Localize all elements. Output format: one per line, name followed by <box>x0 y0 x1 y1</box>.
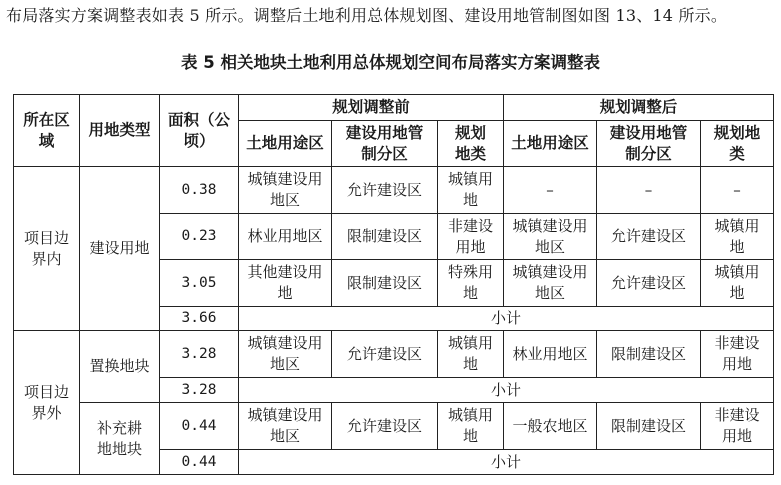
after-control-cell: 允许建设区 <box>597 260 701 307</box>
header-before-construction-control: 建设用地管制分区 <box>332 121 438 167</box>
land-type-cell: 置换地块 <box>80 331 160 403</box>
before-control-cell: 限制建设区 <box>332 260 438 307</box>
area-cell: 0.38 <box>160 167 239 214</box>
after-category-cell: 城镇用地 <box>701 260 774 307</box>
after-category-cell: – <box>701 167 774 214</box>
table-row <box>14 167 774 214</box>
header-before-group: 规划调整前 <box>239 95 504 121</box>
before-category-cell: 城镇用地 <box>438 167 504 214</box>
subtotal-area-cell: 3.28 <box>160 378 239 403</box>
before-category-cell: 城镇用地 <box>438 331 504 378</box>
after-control-cell: 限制建设区 <box>597 403 701 450</box>
after-control-cell: 限制建设区 <box>597 331 701 378</box>
land-type-cell: 补充耕地地块 <box>80 403 160 475</box>
area-cell: 0.23 <box>160 214 239 260</box>
land-type-cell: 建设用地 <box>80 167 160 331</box>
before-control-cell: 限制建设区 <box>332 214 438 260</box>
header-before-planned-category: 规划地类 <box>438 121 504 167</box>
subtotal-area-cell: 0.44 <box>160 450 239 475</box>
after-category-cell: 城镇用地 <box>701 214 774 260</box>
before-control-cell: 允许建设区 <box>332 331 438 378</box>
after-category-cell: 非建设用地 <box>701 403 774 450</box>
header-after-construction-control: 建设用地管制分区 <box>597 121 701 167</box>
after-zone-cell: – <box>504 167 597 214</box>
before-zone-cell: 其他建设用地 <box>239 260 332 307</box>
area-cell: 3.28 <box>160 331 239 378</box>
subtotal-label: 小计 <box>239 378 774 403</box>
before-control-cell: 允许建设区 <box>332 403 438 450</box>
subtotal-area-cell: 3.66 <box>160 307 239 331</box>
table-row <box>14 331 774 378</box>
header-area: 面积（公顷） <box>160 95 239 167</box>
before-category-cell: 特殊用地 <box>438 260 504 307</box>
land-use-adjustment-table <box>13 94 774 475</box>
subtotal-label: 小计 <box>239 450 774 475</box>
after-zone-cell: 城镇建设用地区 <box>504 214 597 260</box>
before-control-cell: 允许建设区 <box>332 167 438 214</box>
header-after-group: 规划调整后 <box>504 95 774 121</box>
after-zone-cell: 林业用地区 <box>504 331 597 378</box>
region-cell: 项目边界内 <box>14 167 80 331</box>
area-cell: 0.44 <box>160 403 239 450</box>
table-caption: 表 5 相关地块土地利用总体规划空间布局落实方案调整表 <box>181 53 600 72</box>
table-row <box>14 403 774 450</box>
area-cell: 3.05 <box>160 260 239 307</box>
before-zone-cell: 城镇建设用地区 <box>239 167 332 214</box>
after-control-cell: – <box>597 167 701 214</box>
header-after-land-use-zone: 土地用途区 <box>504 121 597 167</box>
header-land-type: 用地类型 <box>80 95 160 167</box>
after-control-cell: 允许建设区 <box>597 214 701 260</box>
after-zone-cell: 一般农地区 <box>504 403 597 450</box>
header-after-planned-category: 规划地类 <box>701 121 774 167</box>
before-category-cell: 非建设用地 <box>438 214 504 260</box>
before-zone-cell: 林业用地区 <box>239 214 332 260</box>
after-zone-cell: 城镇建设用地区 <box>504 260 597 307</box>
region-cell: 项目边界外 <box>14 331 80 475</box>
intro-paragraph: 布局落实方案调整表如表 5 所示。调整后土地利用总体规划图、建设用地管制图如图 13、14 所示。 <box>6 6 728 25</box>
subtotal-label: 小计 <box>239 307 774 331</box>
before-zone-cell: 城镇建设用地区 <box>239 403 332 450</box>
header-before-land-use-zone: 土地用途区 <box>239 121 332 167</box>
before-category-cell: 城镇用地 <box>438 403 504 450</box>
before-zone-cell: 城镇建设用地区 <box>239 331 332 378</box>
header-region: 所在区域 <box>14 95 80 167</box>
after-category-cell: 非建设用地 <box>701 331 774 378</box>
